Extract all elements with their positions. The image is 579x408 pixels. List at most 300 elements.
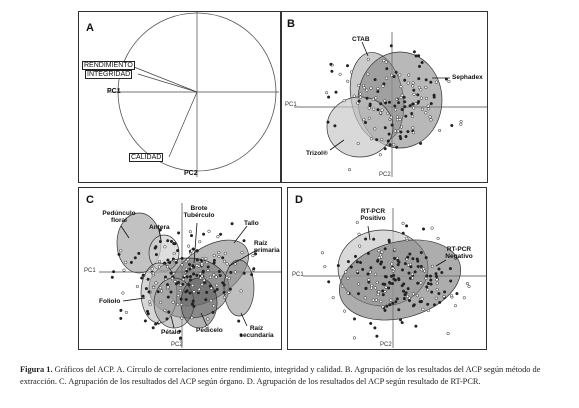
scatter-point [209,285,212,288]
scatter-point [437,237,440,240]
scatter-point [353,337,356,340]
scatter-point [397,259,400,262]
scatter-point [218,270,221,273]
scatter-point [426,275,429,278]
scatter-point [430,119,433,122]
scatter-point [363,87,366,90]
scatter-point [339,73,342,76]
scatter-point [448,80,451,83]
scatter-point [382,85,385,88]
scatter-point [449,267,452,270]
scatter-point [192,300,195,303]
pc2-label: PC2 [171,342,183,348]
scatter-point [407,264,410,267]
scatter-point [168,311,171,314]
scatter-point [374,128,377,131]
scatter-point [347,292,350,295]
scatter-point [397,101,400,104]
scatter-point [399,137,402,140]
scatter-point [192,273,195,276]
scatter-point [407,256,410,259]
scatter-point [391,282,394,285]
pc1-label: PC1 [107,88,121,95]
scatter-point [243,272,246,275]
scatter-point [191,284,194,287]
pc2-label: PC2 [379,172,391,178]
scatter-point [398,308,401,311]
scatter-point [418,65,421,68]
scatter-point [412,257,415,260]
scatter-point [354,255,357,258]
scatter-point [388,240,391,243]
scatter-point [384,248,387,251]
scatter-point [413,89,416,92]
scatter-point [120,317,123,320]
scatter-point [435,272,438,275]
scatter-point [166,266,169,269]
scatter-point [363,118,366,121]
scatter-point [393,248,396,251]
scatter-point [374,287,377,290]
scatter-point [413,51,416,54]
scatter-point [147,278,150,281]
scatter-point [189,292,192,295]
label-antera: Antera [149,224,170,231]
scatter-point [112,270,115,273]
scatter-point [370,266,373,269]
scatter-point [188,284,191,287]
scatter-point [134,257,137,260]
scatter-point [400,96,403,99]
scatter-point [435,275,438,278]
scatter-point [207,318,210,321]
scatter-point [466,282,469,285]
scatter-point [463,296,466,299]
scatter-point [180,298,183,301]
scatter-point [350,71,353,74]
scatter-point [201,263,204,266]
scatter-point [377,87,380,90]
scatter-point [419,300,422,303]
pc1-label: PC1 [84,268,96,274]
scatter-point [357,283,360,286]
figure-label: Figura 1. [20,365,53,374]
scatter-point [189,268,192,271]
scatter-point [142,274,145,277]
scatter-point [193,290,196,293]
scatter-point [152,286,155,289]
scatter-point [343,310,346,313]
label-trizol: Trizol® [306,150,328,157]
scatter-point [252,254,255,257]
scatter-point [384,275,387,278]
scatter-point [230,271,233,274]
label-sephadex: Sephadex [452,74,483,81]
scatter-point [385,286,388,289]
scatter-point [347,277,350,280]
scatter-point [407,130,410,133]
scatter-point [389,143,392,146]
scatter-point [347,260,350,263]
scatter-point [383,266,386,269]
label-raiz-primaria: Raíz primaria [254,240,280,254]
scatter-point [449,280,452,283]
scatter-point [186,290,189,293]
scatter-point [163,262,166,265]
scatter-point [370,287,373,290]
vector-calidad [169,92,197,157]
scatter-point [159,301,162,304]
scatter-point [427,108,430,111]
scatter-point [187,245,190,248]
scatter-point [384,147,387,150]
scatter-point [358,84,361,87]
scatter-point [345,271,348,274]
panel-a-letter: A [86,22,94,34]
scatter-point [364,297,367,300]
scatter-point [170,291,173,294]
scatter-point [358,233,361,236]
label-rendimiento: RENDIMIENTO [84,62,133,69]
scatter-point [382,305,385,308]
scatter-point [359,93,362,96]
scatter-point [167,296,170,299]
scatter-point [388,101,391,104]
scatter-point [379,154,382,157]
scatter-point [401,108,404,111]
scatter-point [331,70,334,73]
scatter-point [348,168,351,171]
scatter-point [334,125,337,128]
scatter-point [435,297,438,300]
scatter-point [205,298,208,301]
label-tallo: Tallo [244,220,259,227]
scatter-point [412,293,415,296]
scatter-point [407,74,410,77]
scatter-point [358,245,361,248]
scatter-point [436,282,439,285]
scatter-point [223,291,226,294]
scatter-point [364,238,367,241]
scatter-point [399,74,402,77]
scatter-point [405,135,408,138]
scatter-point [371,284,374,287]
scatter-point [425,277,428,280]
ellipse-trizol [327,97,393,157]
panel-c-letter: C [86,194,94,206]
scatter-point [413,304,416,307]
scatter-point [411,103,414,106]
panel-b [281,11,488,183]
scatter-point [203,279,206,282]
label-pedicelo: Pedicelo [196,327,223,334]
scatter-point [358,100,361,103]
scatter-point [430,279,433,282]
scatter-point [417,265,420,268]
scatter-point [392,143,395,146]
scatter-point [377,291,380,294]
scatter-point [443,295,446,298]
scatter-point [380,261,383,264]
scatter-point [158,321,161,324]
scatter-point [402,222,405,225]
scatter-point [405,292,408,295]
scatter-point [401,269,404,272]
scatter-point [429,116,432,119]
scatter-point [384,102,387,105]
scatter-point [177,294,180,297]
scatter-point [111,276,114,279]
scatter-point [367,58,370,61]
scatter-point [387,287,390,290]
vector-integridad [138,74,197,92]
scatter-point [409,104,412,107]
scatter-point [436,279,439,282]
scatter-point [372,108,375,111]
scatter-point [369,103,372,106]
scatter-point [159,286,162,289]
scatter-point [224,252,227,255]
scatter-point [375,97,378,100]
panel-a [78,11,281,183]
scatter-point [393,257,396,260]
panel-a-plot [79,12,282,184]
scatter-point [191,250,194,253]
label-rt-pcr-negativo: RT-PCR Negativo [445,246,473,260]
scatter-point [124,261,127,264]
scatter-point [359,96,362,99]
scatter-point [422,268,425,271]
scatter-point [425,256,428,259]
scatter-point [425,79,428,82]
scatter-point [407,287,410,290]
scatter-point [152,272,155,275]
scatter-point [228,291,231,294]
scatter-point [420,89,423,92]
scatter-point [391,263,394,266]
scatter-point [436,288,439,291]
scatter-point [438,268,441,271]
scatter-point [175,283,178,286]
scatter-point [226,263,229,266]
scatter-point [350,266,353,269]
scatter-point [386,112,389,115]
scatter-point [380,256,383,259]
scatter-point [408,272,411,275]
scatter-point [170,240,173,243]
scatter-point [189,275,192,278]
scatter-point [201,275,204,278]
scatter-point [404,262,407,265]
scatter-point [167,259,170,262]
label-petalo: Pétalo [161,329,181,336]
scatter-point [142,295,145,298]
scatter-point [332,296,335,299]
scatter-point [413,93,416,96]
scatter-point [201,283,204,286]
panel-b-plot [282,12,489,184]
pc2-label: PC2 [380,342,392,348]
scatter-point [181,317,184,320]
scatter-point [402,290,405,293]
scatter-point [410,266,413,269]
scatter-point [356,270,359,273]
scatter-point [415,325,418,328]
scatter-point [223,284,226,287]
scatter-point [389,303,392,306]
scatter-point [443,291,446,294]
scatter-point [412,82,415,85]
scatter-point [375,138,378,141]
scatter-point [441,271,444,274]
scatter-point [411,85,414,88]
scatter-point [416,294,419,297]
scatter-point [202,233,205,236]
scatter-point [321,251,324,254]
scatter-point [341,285,344,288]
panel-d-letter: D [295,194,303,206]
scatter-point [403,96,406,99]
scatter-point [198,240,201,243]
scatter-point [231,222,234,225]
scatter-point [369,322,372,325]
scatter-point [377,293,380,296]
label-rt-pcr-positivo: RT-PCR Positivo [360,208,386,222]
scatter-point [421,61,424,64]
scatter-point [460,120,463,123]
scatter-point [390,275,393,278]
scatter-point [395,146,398,149]
scatter-point [427,282,430,285]
scatter-point [191,316,194,319]
scatter-point [120,309,123,312]
scatter-point [210,299,213,302]
scatter-point [212,311,215,314]
scatter-point [414,271,417,274]
scatter-point [172,272,175,275]
scatter-point [346,64,349,67]
scatter-point [330,63,333,66]
scatter-point [228,277,231,280]
scatter-point [199,272,202,275]
ellipse-raiz-secundaria [224,260,254,316]
scatter-point [400,131,403,134]
scatter-point [166,283,169,286]
scatter-point [205,257,208,260]
scatter-point [396,116,399,119]
scatter-point [425,86,428,89]
panel-c [78,187,282,350]
scatter-point [426,289,429,292]
pc1-label: PC1 [292,272,304,278]
scatter-point [366,89,369,92]
scatter-point [136,285,139,288]
scatter-point [183,274,186,277]
scatter-point [402,283,405,286]
scatter-point [237,320,240,323]
scatter-point [147,313,150,316]
scatter-point [451,124,454,127]
scatter-point [385,77,388,80]
scatter-point [421,298,424,301]
scatter-point [196,259,199,262]
scatter-point [368,107,371,110]
scatter-point [400,126,403,129]
scatter-point [394,130,397,133]
scatter-point [180,303,183,306]
scatter-point [170,272,173,275]
scatter-point [381,109,384,112]
scatter-point [221,257,224,260]
scatter-point [390,299,393,302]
scatter-point [379,112,382,115]
scatter-point [376,260,379,263]
label-calidad: CALIDAD [131,154,162,161]
scatter-point [243,239,246,242]
scatter-point [420,282,423,285]
scatter-point [376,281,379,284]
scatter-point [427,309,430,312]
scatter-point [229,288,232,291]
scatter-point [368,117,371,120]
scatter-point [395,71,398,74]
caption-text: Gráficos del ACP. A. Círculo de correlaciones entre rendimiento, integridad y calidad. B. Agrupación de los resultados del ACP según método de extracción. C. Agrupación de los resultados del ACP según órgano. D. Agrupación de los resultados del ACP según resultado de RT-PCR. [20,365,541,386]
scatter-point [381,138,384,141]
scatter-point [419,142,422,145]
scatter-point [368,279,371,282]
scatter-point [200,259,203,262]
scatter-point [130,261,133,264]
label-raiz-secundaria: Raíz secundaria [239,325,274,339]
scatter-point [155,282,158,285]
scatter-point [408,299,411,302]
scatter-point [383,59,386,62]
scatter-point [186,276,189,279]
scatter-point [196,250,199,253]
scatter-point [337,264,340,267]
scatter-point [215,276,218,279]
scatter-point [390,45,393,48]
scatter-point [155,245,158,248]
scatter-point [412,127,415,130]
scatter-point [157,290,160,293]
scatter-point [402,232,405,235]
scatter-point [177,303,180,306]
scatter-point [181,257,184,260]
scatter-point [217,235,220,238]
scatter-point [395,301,398,304]
scatter-point [158,266,161,269]
scatter-point [370,138,373,141]
scatter-point [429,275,432,278]
scatter-point [403,79,406,82]
scatter-point [164,309,167,312]
scatter-point [191,303,194,306]
scatter-point [386,67,389,70]
scatter-point [394,279,397,282]
scatter-point [172,301,175,304]
scatter-point [391,124,394,127]
scatter-point [416,282,419,285]
label-foliolo: Foliolo [99,298,121,305]
scatter-point [148,291,151,294]
pc2-label: PC2 [184,170,198,177]
scatter-point [364,121,367,124]
scatter-point [166,239,169,242]
scatter-point [125,311,128,314]
scatter-point [438,301,441,304]
scatter-point [376,335,379,338]
